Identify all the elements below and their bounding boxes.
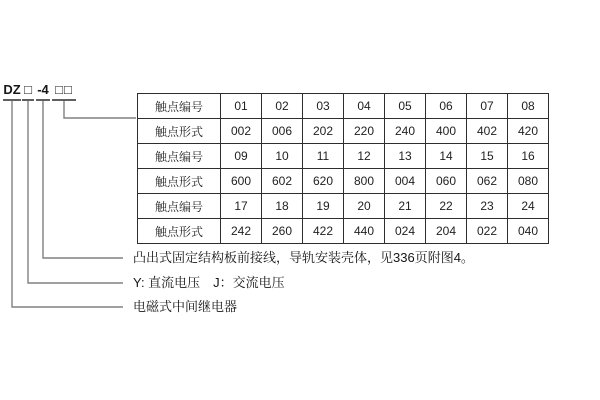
- model-segment-structure: -4: [36, 82, 50, 101]
- table-cell: 024: [385, 219, 426, 244]
- row-label: 触点形式: [138, 219, 221, 244]
- table-cell: 002: [221, 119, 262, 144]
- table-cell: 004: [385, 169, 426, 194]
- table-cell: 220: [344, 119, 385, 144]
- table-cell: 202: [303, 119, 344, 144]
- table-row: [138, 119, 549, 144]
- callout-line-contact-code: [64, 100, 136, 118]
- model-segment-contact-code: □□: [52, 82, 76, 101]
- table-row: [138, 94, 549, 119]
- table-cell: 600: [221, 169, 262, 194]
- table-cell: 260: [262, 219, 303, 244]
- table-cell: 15: [467, 144, 508, 169]
- table-cell: 022: [467, 219, 508, 244]
- table-cell: 040: [508, 219, 549, 244]
- model-segment-series: DZ: [3, 82, 21, 101]
- table-cell: 08: [508, 94, 549, 119]
- table-cell: 602: [262, 169, 303, 194]
- table-cell: 440: [344, 219, 385, 244]
- table-cell: 04: [344, 94, 385, 119]
- table-cell: 18: [262, 194, 303, 219]
- table-cell: 23: [467, 194, 508, 219]
- table-cell: 006: [262, 119, 303, 144]
- table-row: [138, 219, 549, 244]
- table-cell: 422: [303, 219, 344, 244]
- table-cell: 02: [262, 94, 303, 119]
- table-cell: 22: [426, 194, 467, 219]
- table-cell: 420: [508, 119, 549, 144]
- table-row: [138, 194, 549, 219]
- table-row: [138, 144, 549, 169]
- row-label: 触点编号: [138, 194, 221, 219]
- table-cell: 402: [467, 119, 508, 144]
- table-cell: 07: [467, 94, 508, 119]
- table-cell: 21: [385, 194, 426, 219]
- table-cell: 800: [344, 169, 385, 194]
- model-segment-voltage-type: □: [22, 82, 34, 101]
- table-cell: 13: [385, 144, 426, 169]
- table-cell: 240: [385, 119, 426, 144]
- table-cell: 11: [303, 144, 344, 169]
- table-cell: 17: [221, 194, 262, 219]
- table-cell: 09: [221, 144, 262, 169]
- callout-voltage: Y: 直流电压 J：交流电压: [133, 275, 285, 290]
- table-cell: 03: [303, 94, 344, 119]
- table-cell: 620: [303, 169, 344, 194]
- table-cell: 06: [426, 94, 467, 119]
- row-label: 触点编号: [138, 144, 221, 169]
- table-cell: 20: [344, 194, 385, 219]
- table-cell: 062: [467, 169, 508, 194]
- table-cell: 05: [385, 94, 426, 119]
- row-label: 触点编号: [138, 94, 221, 119]
- table-cell: 14: [426, 144, 467, 169]
- contact-table: [137, 93, 549, 244]
- row-label: 触点形式: [138, 119, 221, 144]
- table-cell: 01: [221, 94, 262, 119]
- table-cell: 12: [344, 144, 385, 169]
- callout-relay-type: 电磁式中间继电器: [133, 299, 238, 314]
- table-cell: 080: [508, 169, 549, 194]
- row-label: 触点形式: [138, 169, 221, 194]
- table-cell: 400: [426, 119, 467, 144]
- table-cell: 242: [221, 219, 262, 244]
- callout-mounting: 凸出式固定结构板前接线，导轨安装壳体，见336页附图4。: [133, 250, 474, 265]
- callout-line-voltage: [28, 100, 123, 283]
- table-cell: 10: [262, 144, 303, 169]
- table-cell: 19: [303, 194, 344, 219]
- table-cell: 204: [426, 219, 467, 244]
- table-cell: 16: [508, 144, 549, 169]
- table-cell: 24: [508, 194, 549, 219]
- table-cell: 060: [426, 169, 467, 194]
- callout-line-mounting: [43, 100, 123, 258]
- table-row: [138, 169, 549, 194]
